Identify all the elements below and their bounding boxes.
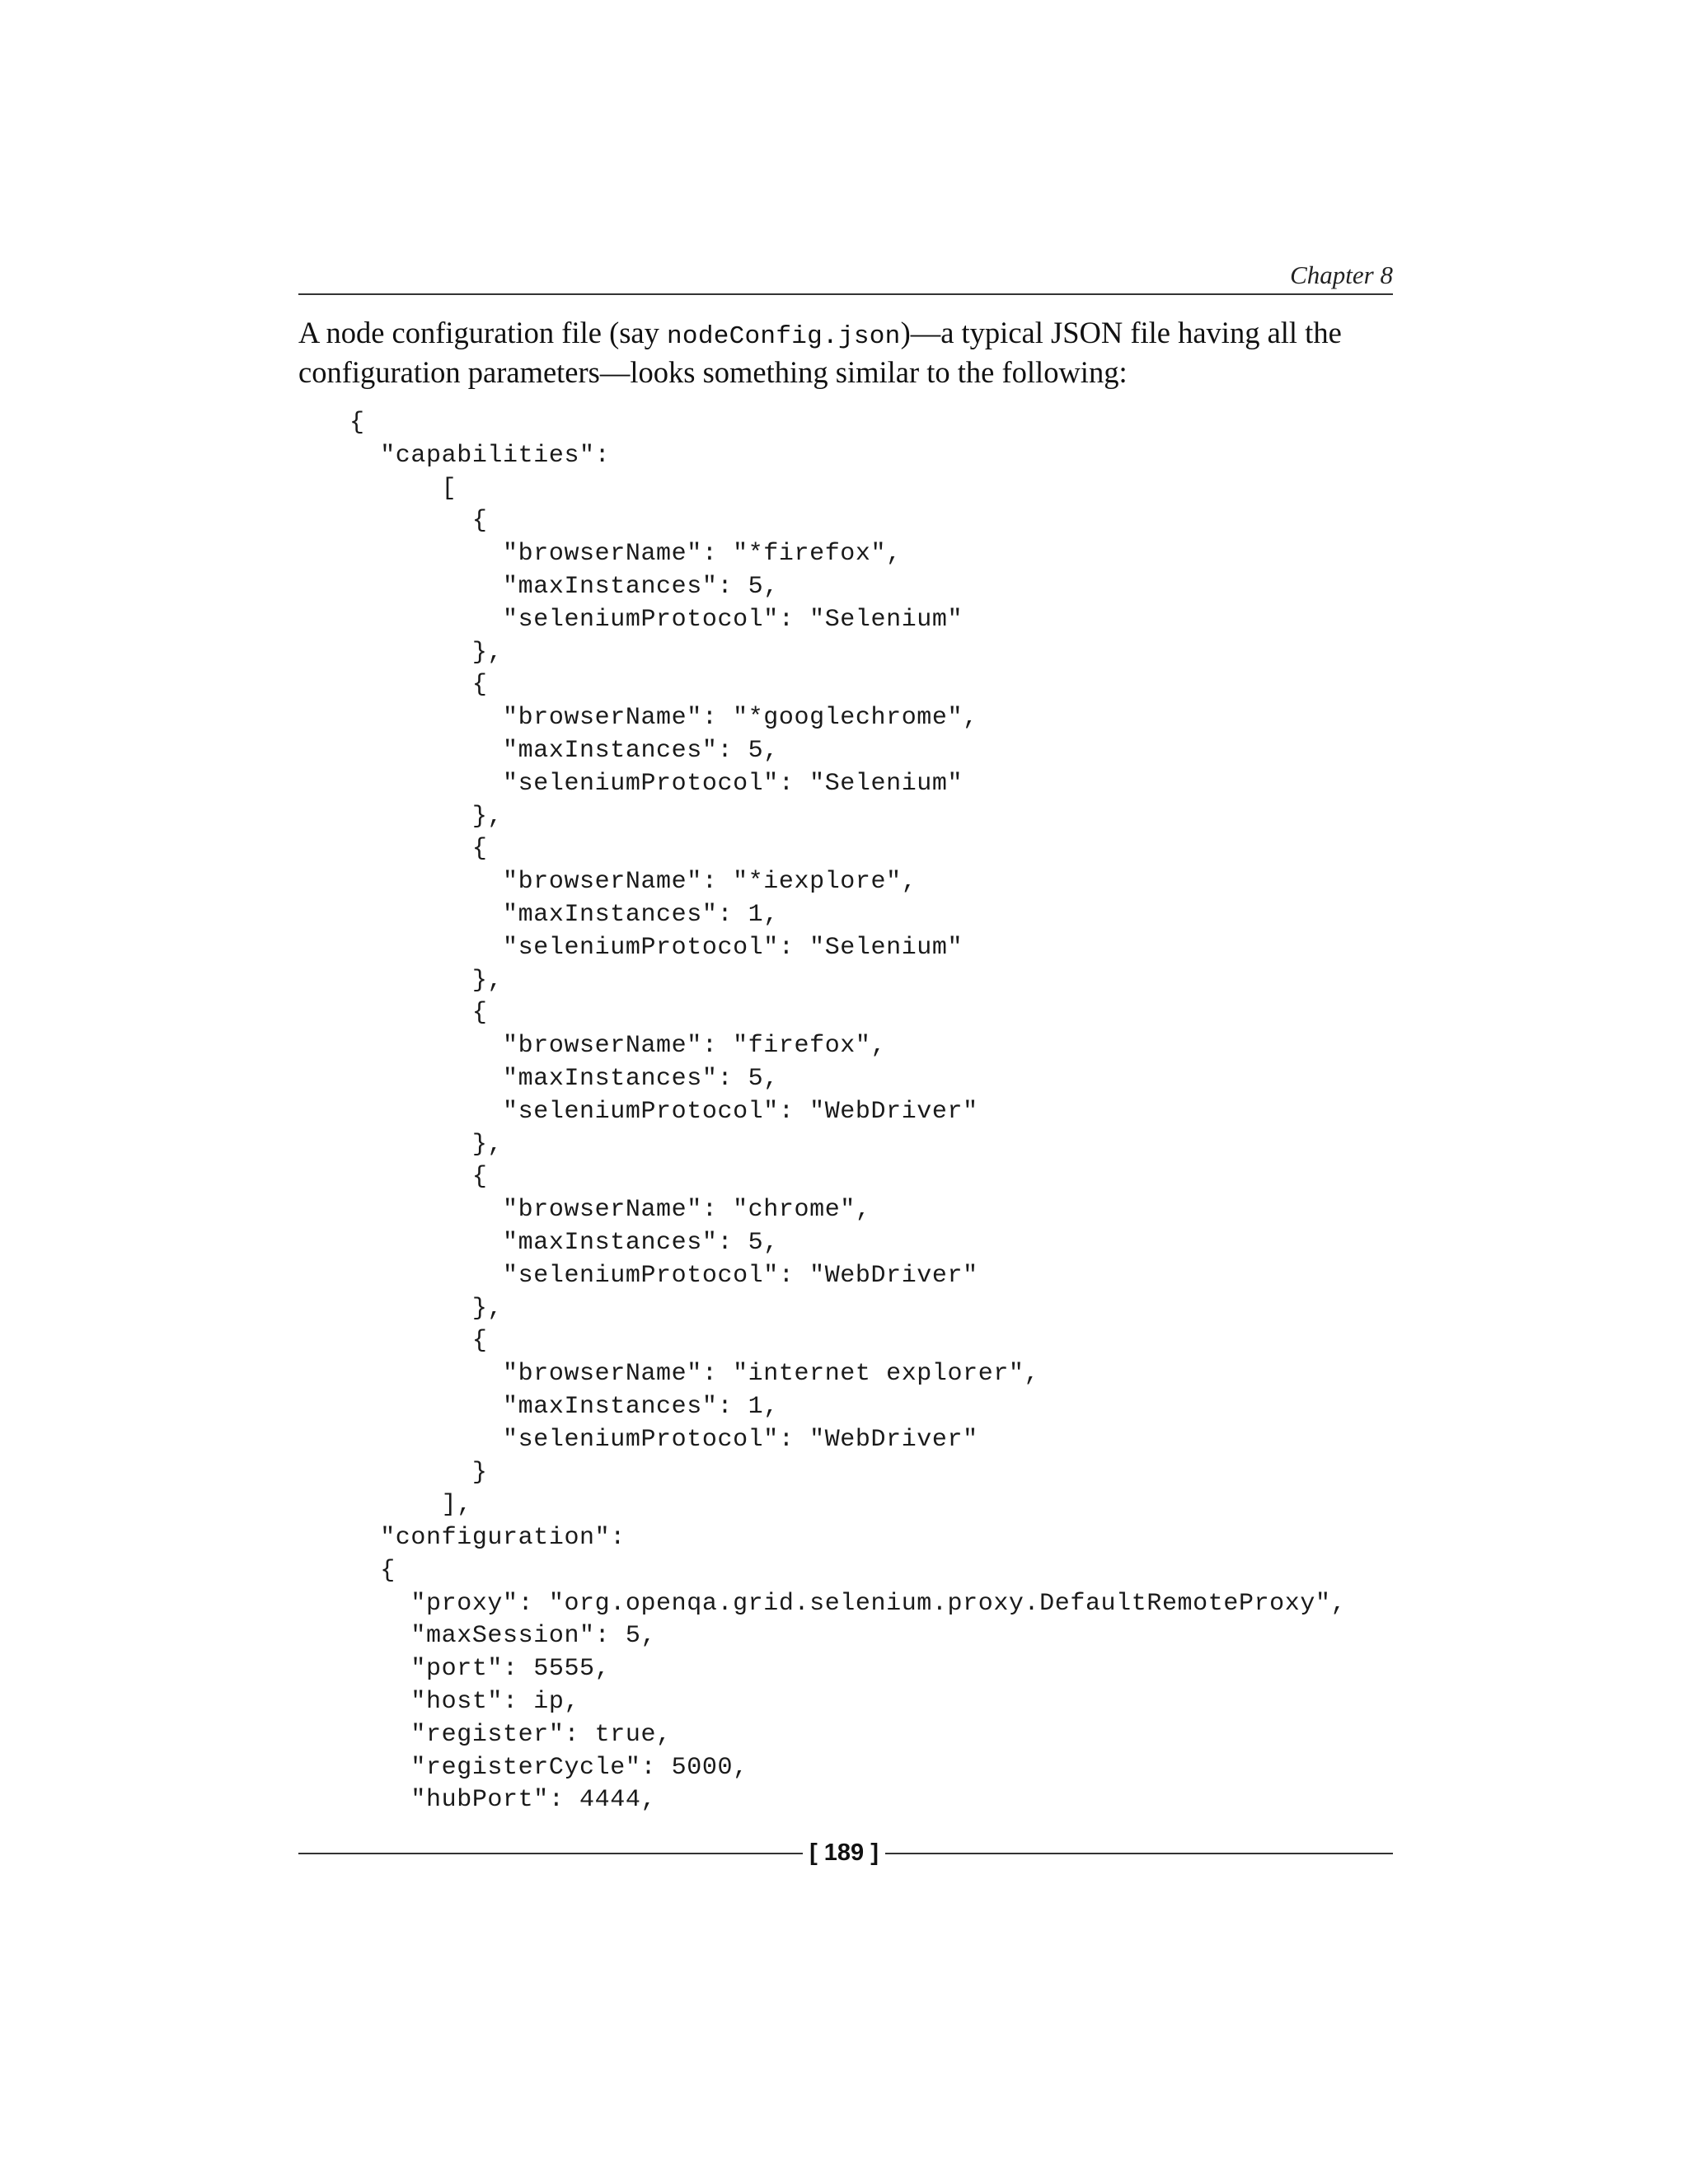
code-line: }, [349, 638, 504, 667]
code-line: } [349, 1458, 488, 1487]
code-line: "maxInstances": 1, [349, 900, 779, 929]
header-rule [298, 293, 1393, 295]
code-line: { [349, 1327, 488, 1356]
code-line: "configuration": [349, 1524, 626, 1553]
code-line: "register": true, [349, 1720, 672, 1749]
code-line: [ [349, 474, 457, 503]
footer-rule-right [885, 1853, 1393, 1854]
code-line: "maxInstances": 5, [349, 736, 779, 765]
code-line: ], [349, 1491, 472, 1520]
code-line: }, [349, 802, 504, 831]
intro-paragraph [298, 315, 1403, 390]
inline-code-filename: nodeConfig.json [667, 322, 901, 351]
code-line: { [349, 671, 488, 700]
code-line: "browserName": "*firefox", [349, 540, 902, 569]
code-line: "browserName": "*iexplore", [349, 868, 917, 897]
code-line: { [349, 507, 488, 536]
code-line: }, [349, 966, 504, 995]
code-line: "maxInstances": 1, [349, 1392, 779, 1421]
page-footer [298, 1835, 1393, 1868]
code-line: "seleniumProtocol": "Selenium" [349, 933, 964, 962]
code-line: { [349, 1163, 488, 1192]
code-line: "seleniumProtocol": "Selenium" [349, 769, 964, 798]
code-line: "seleniumProtocol": "Selenium" [349, 605, 964, 634]
code-line: "maxSession": 5, [349, 1622, 657, 1651]
code-line: "browserName": "*googlechrome", [349, 704, 978, 733]
code-line: "browserName": "internet explorer", [349, 1360, 1040, 1389]
code-line: "port": 5555, [349, 1655, 611, 1684]
code-line: { [349, 999, 488, 1028]
intro-text-end: )—a typical JSON file having all the [900, 316, 1342, 349]
code-line: }, [349, 1294, 504, 1323]
code-line: "seleniumProtocol": "WebDriver" [349, 1425, 978, 1454]
code-line: }, [349, 1130, 504, 1159]
code-line: "host": ip, [349, 1688, 580, 1717]
code-line: "seleniumProtocol": "WebDriver" [349, 1261, 978, 1290]
code-line: "seleniumProtocol": "WebDriver" [349, 1097, 978, 1126]
intro-text-line2: configuration parameters—looks something similar to the following: [298, 355, 1128, 389]
running-head-chapter: Chapter 8 [1290, 260, 1393, 289]
code-line: { [349, 409, 365, 437]
code-line: "browserName": "firefox", [349, 1032, 887, 1061]
code-line: "registerCycle": 5000, [349, 1753, 748, 1782]
code-line: "maxInstances": 5, [349, 1228, 779, 1257]
page-number: [ 189 ] [809, 1840, 879, 1866]
code-line: { [349, 1556, 396, 1585]
code-line: "maxInstances": 5, [349, 572, 779, 601]
footer-rule-left [298, 1853, 803, 1854]
intro-text-start: A node configuration file (say [298, 316, 668, 349]
code-line: "proxy": "org.openqa.grid.selenium.proxy.DefaultRemoteProxy", [349, 1589, 1347, 1618]
json-code-listing [349, 407, 1346, 1817]
code-line: "capabilities": [349, 441, 611, 470]
code-line: "maxInstances": 5, [349, 1064, 779, 1093]
code-line: "hubPort": 4444, [349, 1786, 657, 1815]
code-line: "browserName": "chrome", [349, 1196, 871, 1225]
code-line: { [349, 835, 488, 864]
